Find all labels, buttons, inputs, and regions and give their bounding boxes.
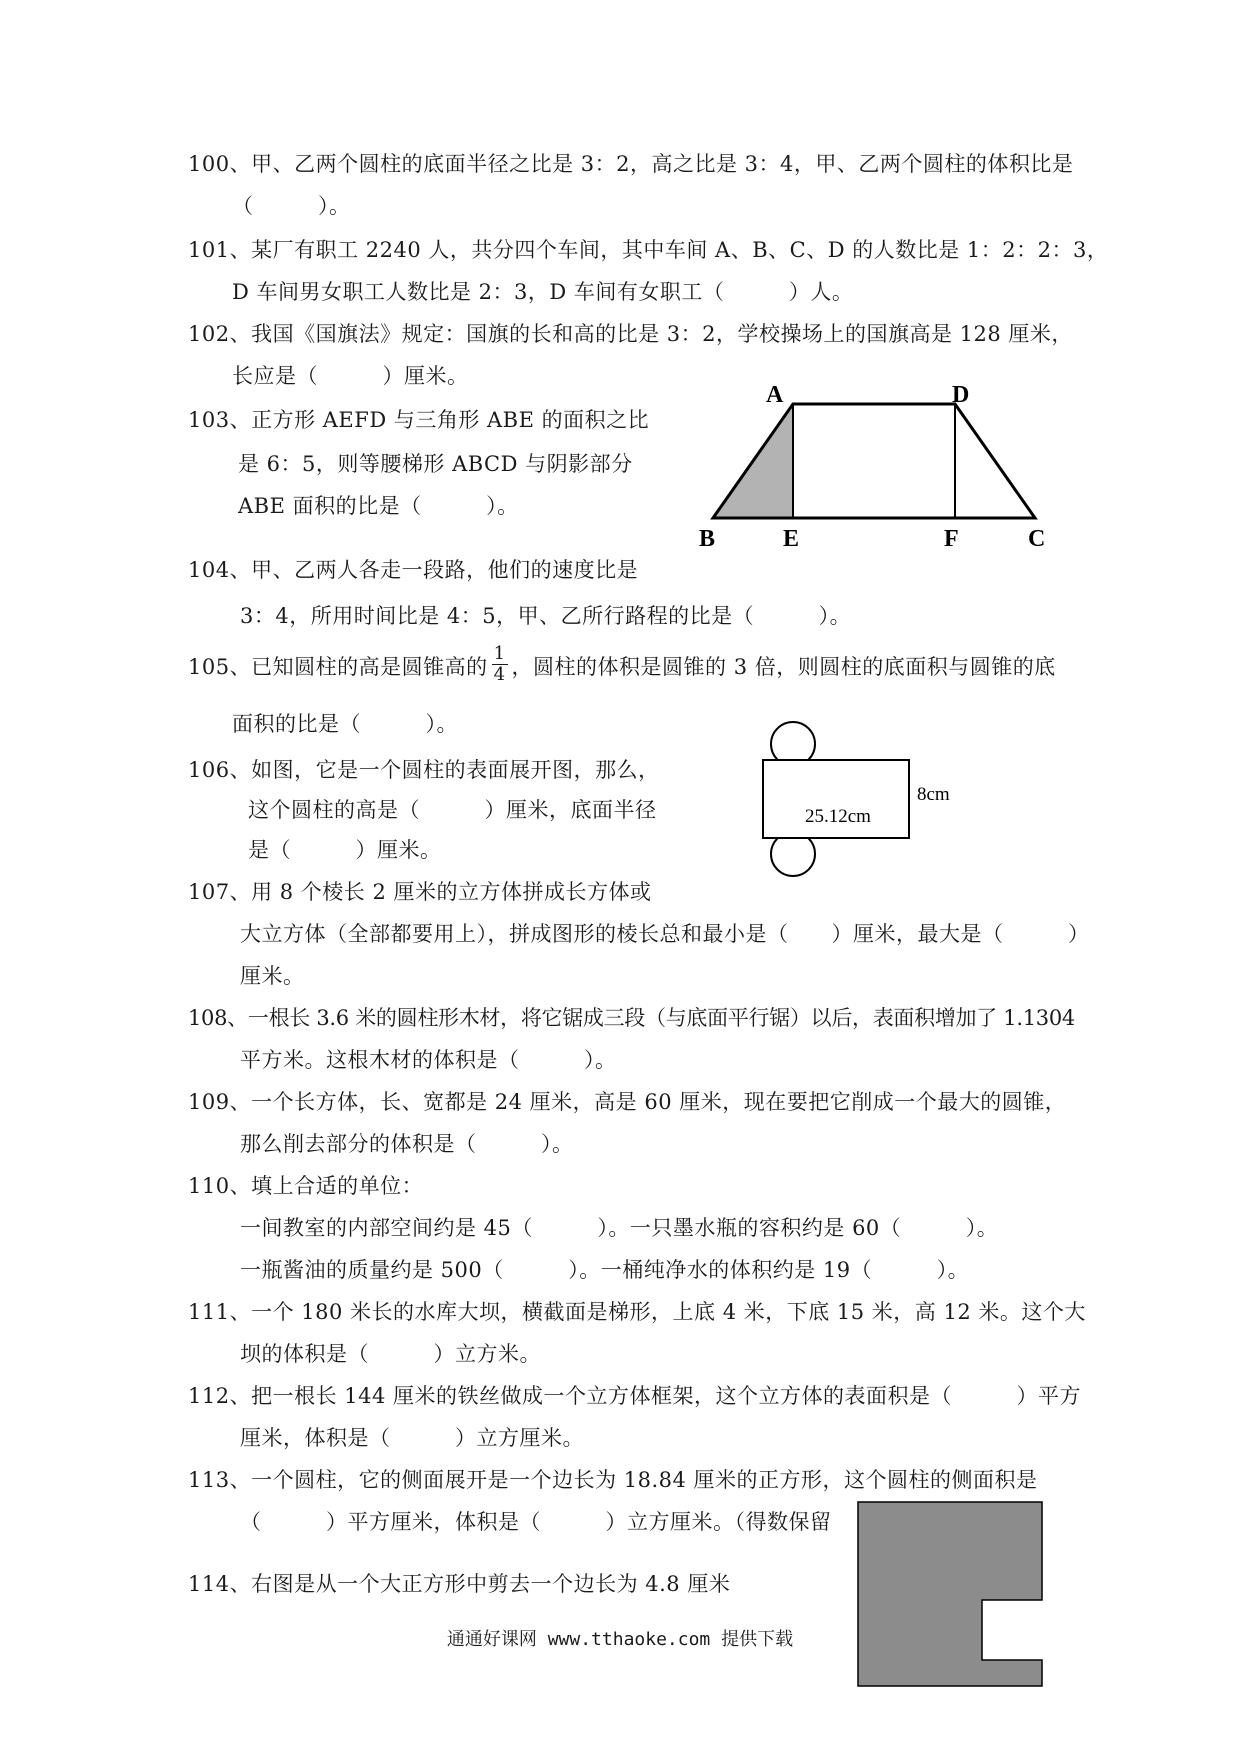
q105-text-a: 105、已知圆柱的高是圆锥高的 xyxy=(188,655,488,679)
trapezoid-figure xyxy=(690,380,1050,556)
q104-line2: 3：4，所用时间比是 4：5，甲、乙所行路程的比是（ ）。 xyxy=(240,604,852,628)
width-label: 25.12cm xyxy=(805,806,871,827)
q106-line3: 是（ ）厘米。 xyxy=(248,838,442,862)
q106-line1: 106、如图，它是一个圆柱的表面展开图，那么， xyxy=(188,758,660,782)
cylinder-net-figure xyxy=(755,722,985,876)
q109-line2: 那么削去部分的体积是（ ）。 xyxy=(240,1132,574,1156)
q105-line1 xyxy=(188,643,1056,689)
q113-line1: 113、一个圆柱，它的侧面展开是一个边长为 18.84 厘米的正方形，这个圆柱的侧面积是 xyxy=(188,1468,1038,1492)
q102-line2: 长应是（ ）厘米。 xyxy=(232,364,469,388)
q107-line1: 107、用 8 个棱长 2 厘米的立方体拼成长方体或 xyxy=(188,880,652,904)
q111-line2: 坝的体积是（ ）立方米。 xyxy=(240,1342,541,1366)
q107-line3: 厘米。 xyxy=(240,964,305,988)
label-f: F xyxy=(944,526,959,552)
q104-line1: 104、甲、乙两人各走一段路，他们的速度比是 xyxy=(188,558,639,582)
q103-line2: 是 6：5，则等腰梯形 ABCD 与阴影部分 xyxy=(238,452,633,476)
cut-square-figure xyxy=(856,1500,1046,1690)
fraction-numerator: 1 xyxy=(493,643,506,664)
label-d: D xyxy=(952,382,970,408)
q112-line1: 112、把一根长 144 厘米的铁丝做成一个立方体框架，这个立方体的表面积是（ ）平方 xyxy=(188,1384,1082,1408)
q109-line1: 109、一个长方体，长、宽都是 24 厘米，高是 60 厘米，现在要把它削成一个最大的圆锥， xyxy=(188,1090,1067,1114)
fraction-one-quarter xyxy=(492,644,508,685)
q112-line2: 厘米，体积是（ ）立方厘米。 xyxy=(240,1426,584,1450)
q105-line2: 面积的比是（ ）。 xyxy=(232,712,458,736)
label-b: B xyxy=(699,526,716,552)
q103-line1: 103、正方形 AEFD 与三角形 ABE 的面积之比 xyxy=(188,408,650,432)
label-c: C xyxy=(1028,526,1046,552)
height-label: 8cm xyxy=(917,784,950,805)
label-e: E xyxy=(783,526,800,552)
fraction-denominator: 4 xyxy=(493,664,506,685)
q100-line2: （ ）。 xyxy=(232,194,351,218)
q102-line1: 102、我国《国旗法》规定：国旗的长和高的比是 3：2，学校操场上的国旗高是 128 厘米， xyxy=(188,322,1073,346)
q107-line2: 大立方体（全部都要用上），拼成图形的棱长总和最小是（ ）厘米，最大是（ ） xyxy=(240,922,1090,946)
q105-text-b: ，圆柱的体积是圆锥的 3 倍，则圆柱的底面积与圆锥的底 xyxy=(511,655,1056,679)
remaining-shape xyxy=(858,1502,1042,1686)
q103-line3: ABE 面积的比是（ ）。 xyxy=(238,494,519,518)
q106-line2: 这个圆柱的高是（ ）厘米，底面半径 xyxy=(248,798,657,822)
q114-line1: 114、右图是从一个大正方形中剪去一个边长为 4.8 厘米 xyxy=(188,1572,731,1596)
q108-line2: 平方米。这根木材的体积是（ ）。 xyxy=(240,1048,617,1072)
q110-line2: 一间教室的内部空间约是 45（ ）。一只墨水瓶的容积约是 60（ ）。 xyxy=(240,1216,999,1240)
page-footer: 通通好课网 www.tthaoke.com 提供下载 xyxy=(446,1629,794,1650)
q110-line3: 一瓶酱油的质量约是 500（ ）。一桶纯净水的体积约是 19（ ）。 xyxy=(240,1258,970,1282)
q110-line1: 110、填上合适的单位： xyxy=(188,1174,424,1198)
q113-line2-text: （ ）平方厘米，体积是（ ）立方厘米。（得数保留 xyxy=(240,1510,832,1534)
label-a: A xyxy=(766,382,784,408)
q111-line1: 111、一个 180 米长的水库大坝，横截面是梯形，上底 4 米，下底 15 米，高 12 米。这个大 xyxy=(188,1300,1086,1324)
q101-line2: D 车间男女职工人数比是 2：3，D 车间有女职工（ ）人。 xyxy=(232,280,854,304)
q108-line1: 108、一根长 3.6 米的圆柱形木材，将它锯成三段（与底面平行锯）以后，表面积增加了 1.1304 xyxy=(188,1006,1075,1030)
q100-line1: 100、甲、乙两个圆柱的底面半径之比是 3：2，高之比是 3：4，甲、乙两个圆柱的体积比是 xyxy=(188,152,1074,176)
q113-line2 xyxy=(240,1508,855,1536)
q101-line1: 101、某厂有职工 2240 人，共分四个车间，其中车间 A、B、C、D 的人数比是 1：2：2：3， xyxy=(188,238,1109,262)
